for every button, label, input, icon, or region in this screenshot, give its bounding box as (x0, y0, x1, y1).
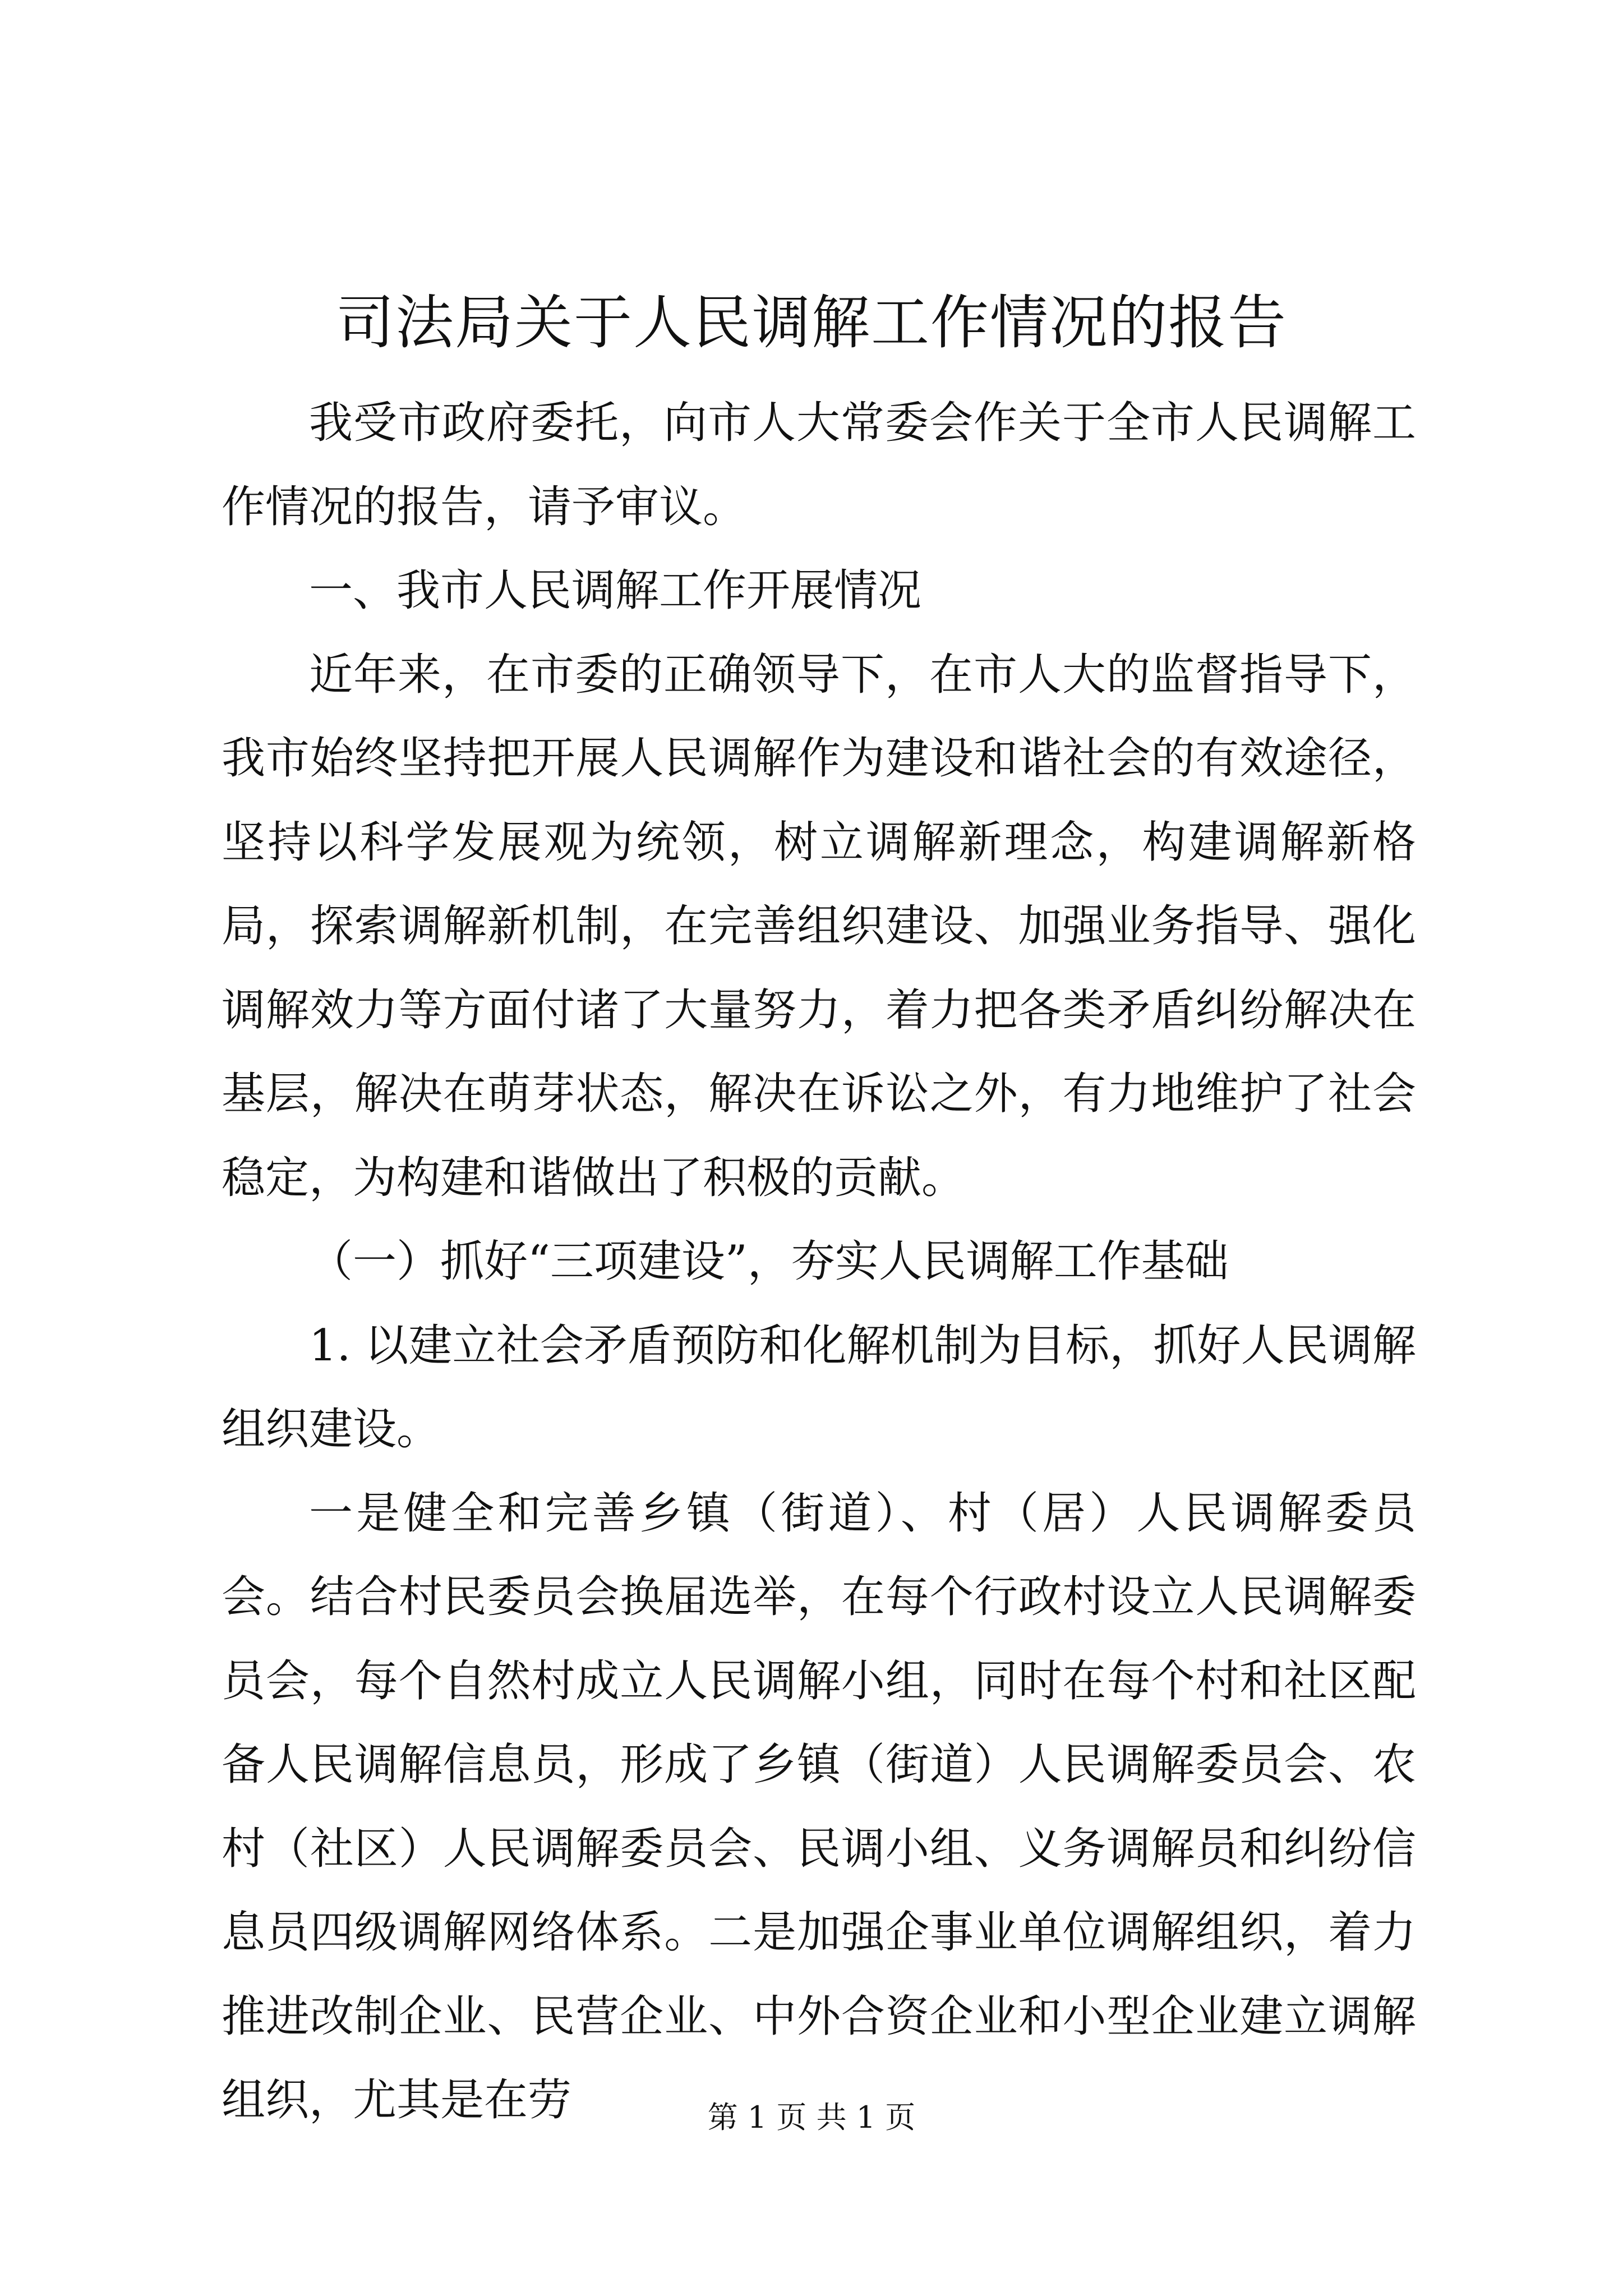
paragraph-overview: 近年来，在市委的正确领导下，在市人大的监督指导下，我市始终坚持把开展人民调解作为建设和谐社会的有效途径，坚持以科学发展观为统领，树立调解新理念，构建调解新格局，探索调解新机制，在完善组织建设、加强业务指导、强化调解效力等方面付诸了大量努力，着力把各类矛盾纠纷解决在基层，解决在萌芽状态，解决在诉讼之外，有力地维护了社会稳定，为构建和谐做出了积极的贡献。 (222, 649, 1416, 1203)
paragraph-organization: 一是健全和完善乡镇（街道）、村（居）人民调解委员会。结合村民委员会换届选举，在每个行政村设立人民调解委员会，每个自然村成立人民调解小组，同时在每个村和社区配备人民调解信息员，形成了乡镇（街道）人民调解委员会、农村（社区）人民调解委员会、民调小组、义务调解员和纠纷信息员四级调解网络体系。二是加强企事业单位调解组织，着力推进改制企业、民营企业、中外合资企业和小型企业建立调解组织，尤其是在劳 (222, 1488, 1416, 2125)
document-body (222, 381, 1416, 2143)
paragraph-intro: 我受市政府委托，向市人大常委会作关于全市人民调解工作情况的报告，请予审议。 (222, 398, 1416, 532)
subsection-heading-1: （一）抓好“三项建设”，夯实人民调解工作基础 (309, 1236, 1229, 1287)
item-heading-1: 1. 以建立社会矛盾预防和化解机制为目标，抓好人民调解组织建设。 (222, 1320, 1416, 1455)
document-title: 司法局关于人民调解工作情况的报告 (335, 288, 1287, 357)
section-heading-1: 一、我市人民调解工作开展情况 (309, 565, 922, 616)
page-number-footer: 第 1 页 共 1 页 (707, 2100, 916, 2135)
